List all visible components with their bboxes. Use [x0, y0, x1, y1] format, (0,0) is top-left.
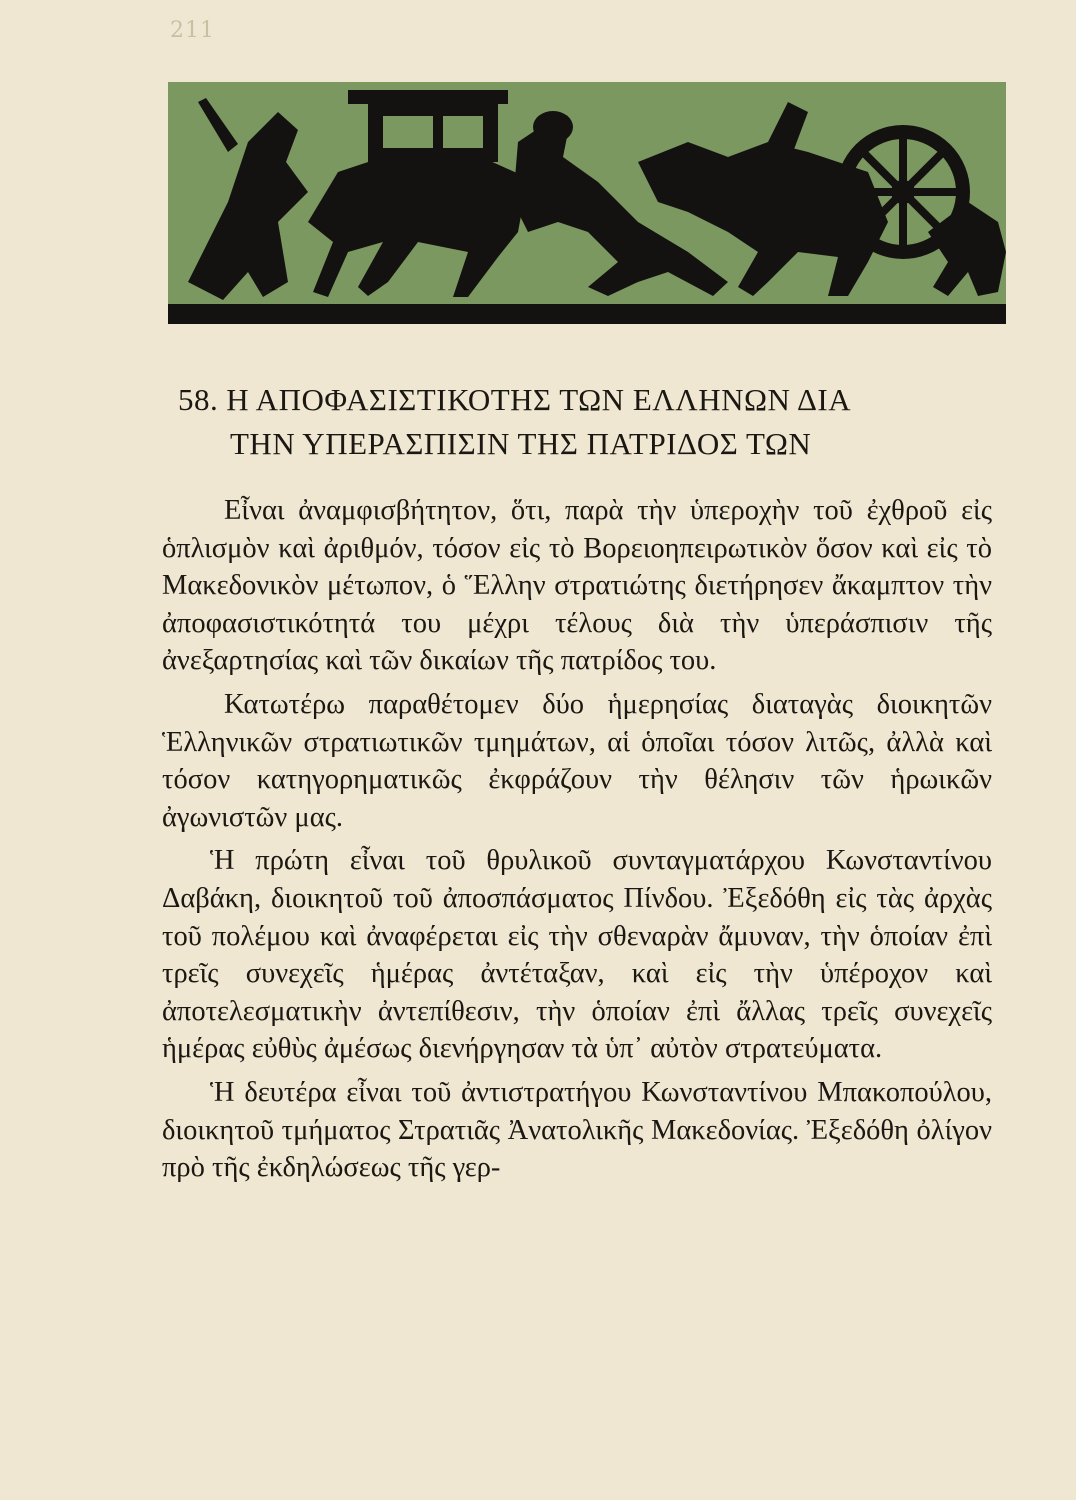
battle-frieze-illustration [168, 82, 1006, 324]
body-text [162, 492, 992, 1187]
battle-frieze-icon [168, 82, 1006, 324]
paragraph-2: Κατωτέρω παραθέτομεν δύο ἡμερησίας διαταγὰς διοικητῶν Ἑλληνικῶν στρατιωτικῶν τμημάτων, αἱ ὁποῖαι τόσον λιτῶς, ἀλλὰ καὶ τόσον κατηγορηματικῶς ἐκφράζουν τὴν θέλησιν τῶν ἡρωικῶν ἀγωνιστῶν μας. [162, 688, 992, 833]
chapter-title-line-1: Η ΑΠΟΦΑΣΙΣΤΙΚΟΤΗΣ ΤΩΝ ΕΛΛΗΝΩΝ ΔΙΑ [226, 382, 852, 417]
paragraph-3: Ἡ πρώτη εἶναι τοῦ θρυλικοῦ συνταγματάρχου Κωνσταντίνου Δαβάκη, διοικητοῦ τοῦ ἀποσπάσματος Πίνδου. Ἐξεδόθη εἰς τὰς ἀρχὰς τοῦ πολέμου καὶ ἀναφέρεται εἰς τὴν σθεναρὰν ἄμυναν, τὴν ὁποίαν ἐπὶ τρεῖς συνεχεῖς ἡμέρας ἀντέταξαν, καὶ εἰς τὴν ὑπέροχον καὶ ἀποτελεσματικὴν ἀντεπίθεσιν, τὴν ὁποίαν ἐπὶ ἄλλας τρεῖς συνεχεῖς ἡμέρας εὐθὺς ἀμέσως διενήργησαν τὰ ὑπ᾽ αὐτὸν στρατεύματα. [162, 845, 992, 1065]
chapter-title-line-2: ΤΗΝ ΥΠΕΡΑΣΠΙΣΙΝ ΤΗΣ ΠΑΤΡΙΔΟΣ ΤΩΝ [230, 426, 812, 461]
chapter-heading [178, 378, 1008, 466]
page-number: 211 [170, 18, 215, 43]
chapter-number: 58. [178, 382, 219, 417]
paragraph-1: Εἶναι ἀναμφισβήτητον, ὅτι, παρὰ τὴν ὑπεροχὴν τοῦ ἐχθροῦ εἰς ὁπλισμὸν καὶ ἀριθμόν, τόσον εἰς τὸ Βορειοηπειρωτικὸν ὅσον καὶ εἰς τὸ Μακεδονικὸν μέτωπον, ὁ Ἕλλην στρατιώτης διετήρησεν ἄκαμπτον τὴν ἀποφασιστικότητά του μέχρι τέλους διὰ τὴν ὑπεράσπισιν τῆς ἀνεξαρτησίας καὶ τῶν δικαίων τῆς πατρίδος του. [162, 495, 992, 677]
paragraph-4: Ἡ δευτέρα εἶναι τοῦ ἀντιστρατήγου Κωνσταντίνου Μπακοπούλου, διοικητοῦ τμήματος Στρατιᾶς Ἀνατολικῆς Μακεδονίας. Ἐξεδόθη ὀλίγον πρὸ τῆς ἐκδηλώσεως τῆς γερ- [162, 1076, 992, 1184]
